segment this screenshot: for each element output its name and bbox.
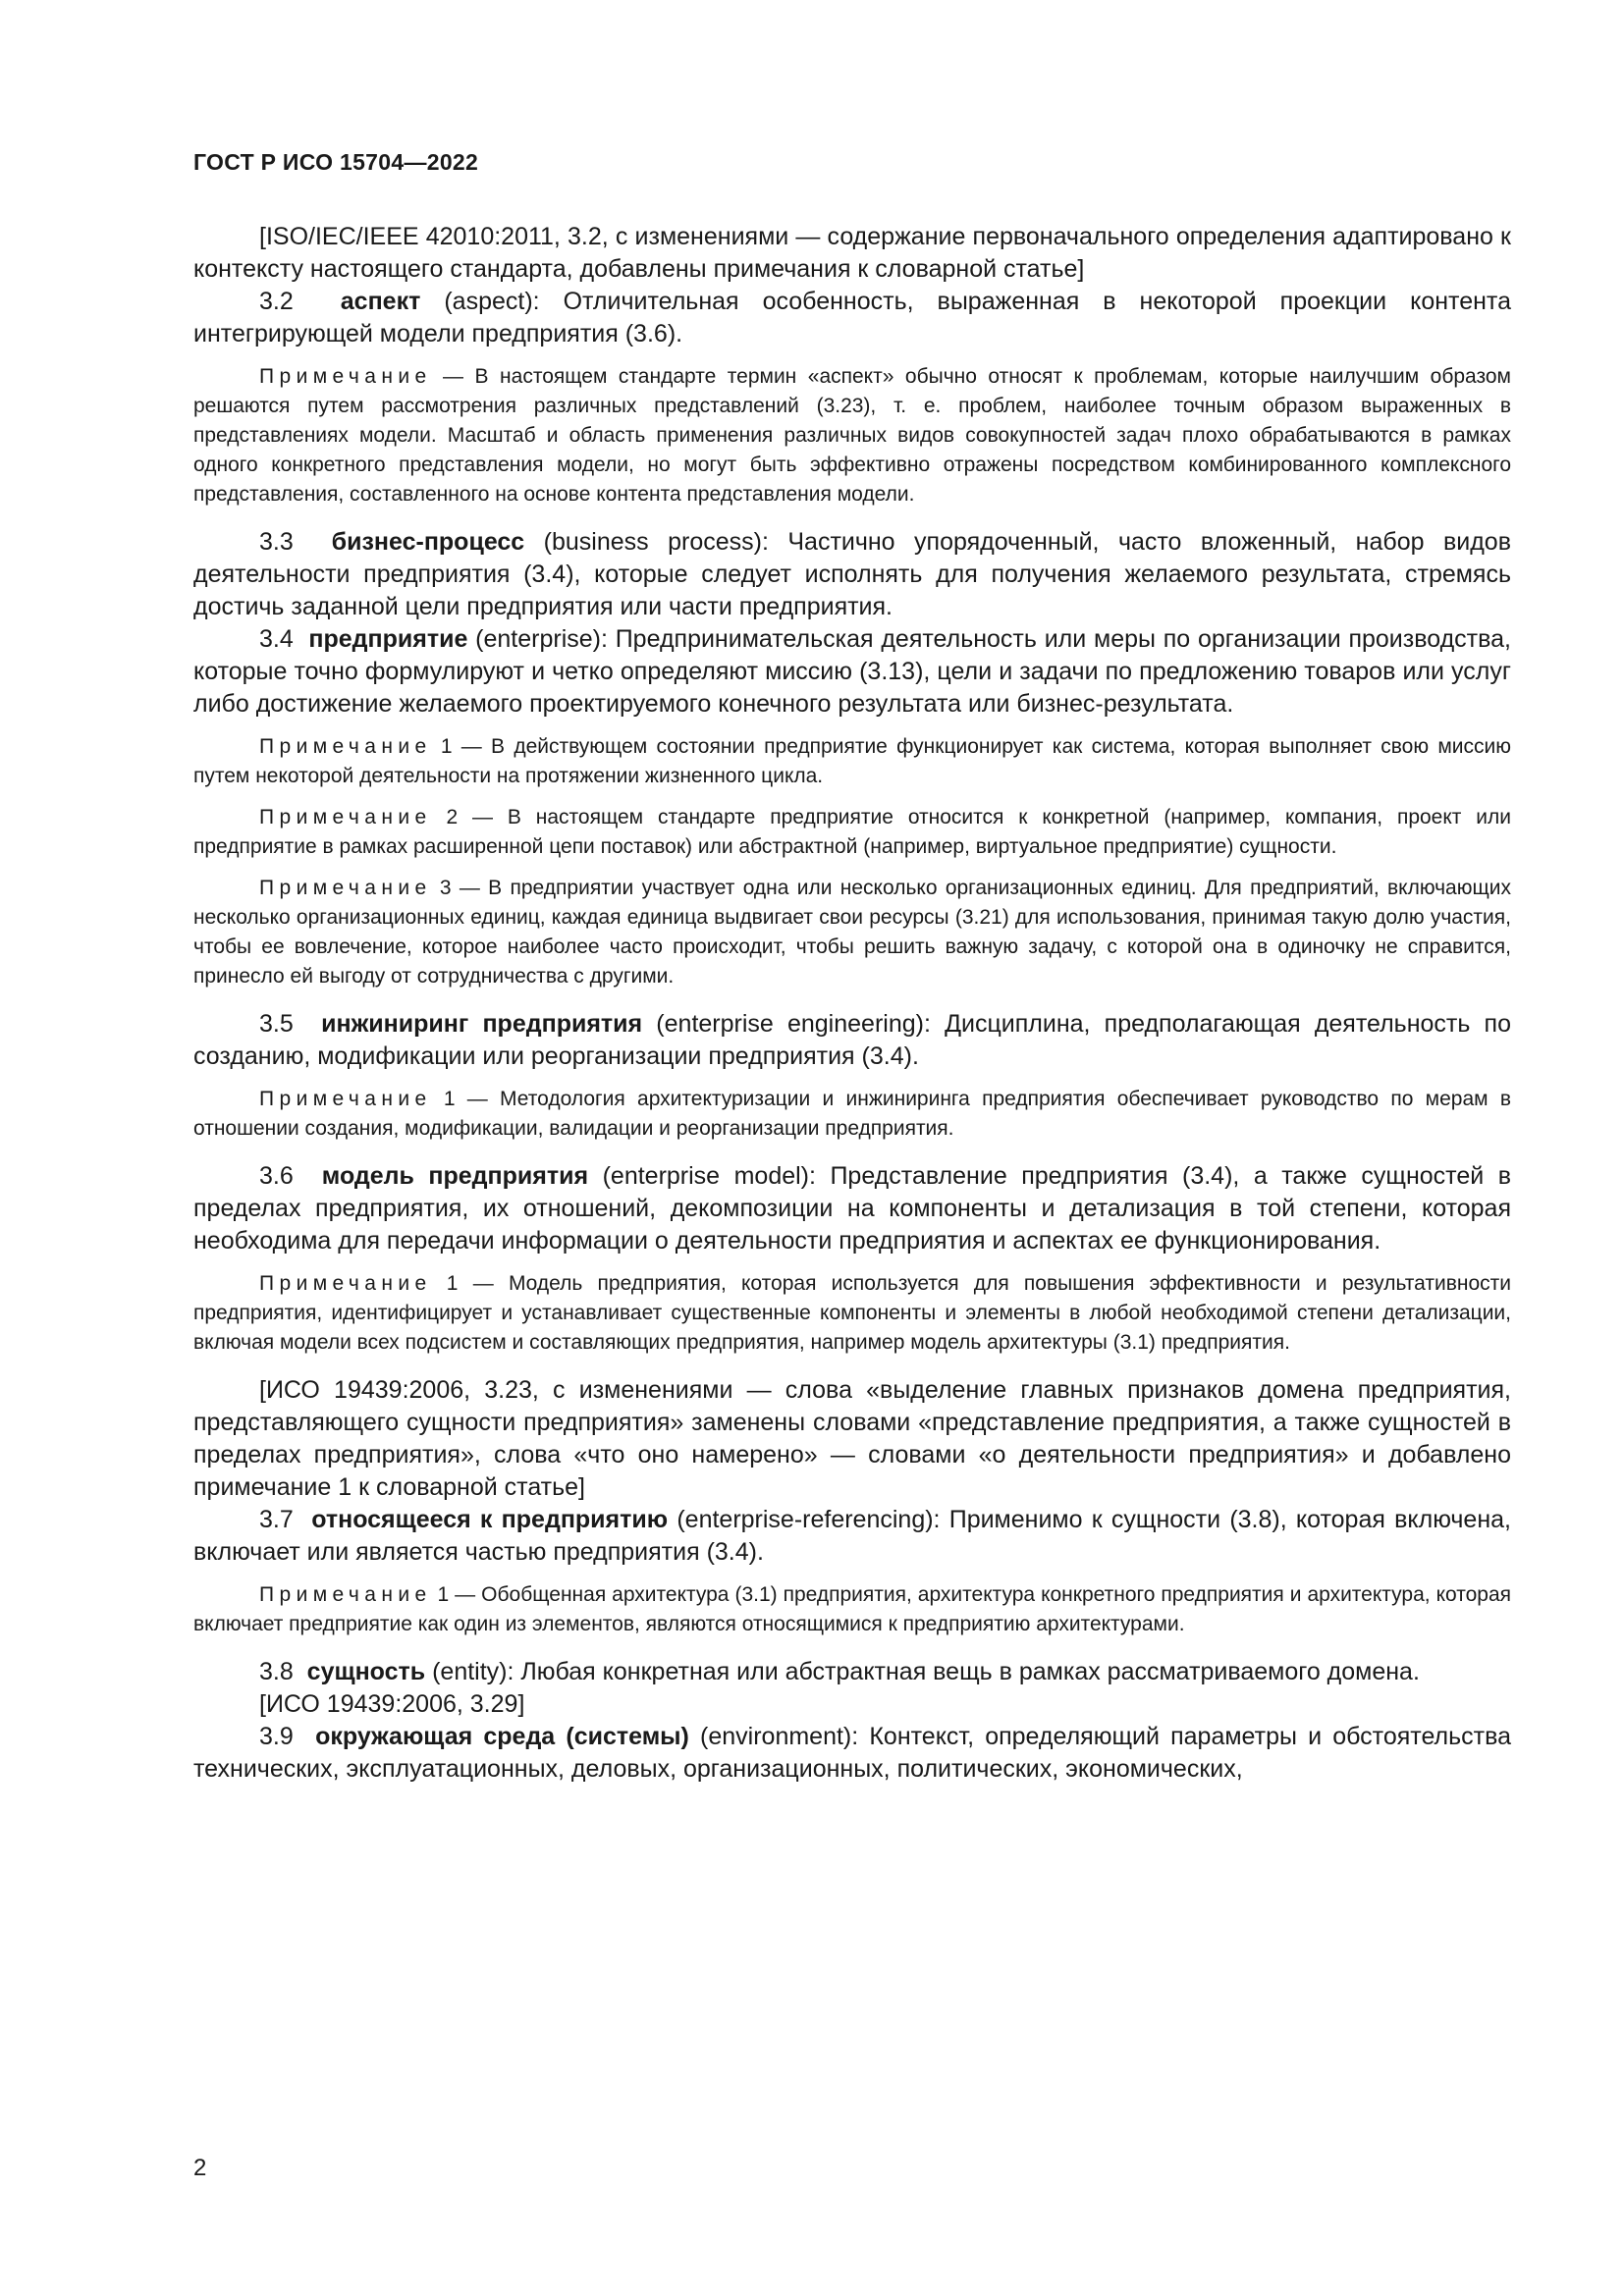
note-3-6-1 (193, 1269, 1511, 1358)
term-definition: (enterprise model): Представление предприятия (3.4), а также сущностей в пределах предприятия, их отношений, декомпозиции на компоненты и детализация в той степени, которая необходима для передачи информации о деятельности предприятия и аспектах ее функционирования. (193, 1162, 1511, 1255)
term-entry-3-7 (193, 1504, 1511, 1569)
reference-paragraph: [ИСО 19439:2006, 3.23, с изменениями — слова «выделение главных признаков домена предприятия, представляющего сущности предприятия» заменены словами «представление предприятия, а также сущностей в пределах предприятия», слова «что оно намерено» — словами «о деятельности предприятия» и добавлено примечание 1 к словарной статье] (193, 1376, 1511, 1501)
term-number: 3.2 (259, 288, 294, 315)
term-entry-3-5 (193, 1008, 1511, 1073)
reference-paragraph: [ISO/IEC/IEEE 42010:2011, 3.2, с изменениями — содержание первоначального определения адаптировано к контексту настоящего стандарта, добавлены примечания к словарной статье] (193, 223, 1511, 283)
term-entry-3-6 (193, 1160, 1511, 1257)
note-3-4-1 (193, 732, 1511, 791)
term-definition: (environment): Контекст, определяющий параметры и обстоятельства технических, эксплуатационных, деловых, организационных, политических, экономических, (193, 1723, 1511, 1783)
term-number: 3.7 (259, 1506, 294, 1533)
term-number: 3.3 (259, 528, 294, 556)
term-entry-3-9 (193, 1721, 1511, 1786)
standard-header: ГОСТ Р ИСО 15704—2022 (193, 149, 479, 175)
term-name: окружающая среда (системы) (315, 1723, 689, 1750)
term-definition: (aspect): Отличительная особенность, выраженная в некоторой проекции контента интегрирующей модели предприятия (3.6). (193, 288, 1511, 347)
term-entry-3-4 (193, 623, 1511, 721)
note-label: Примечание (259, 1088, 432, 1110)
term-name: аспект (340, 288, 421, 315)
term-definition: (business process): Частично упорядоченный, часто вложенный, набор видов деятельности предприятия (3.4), которые следует исполнять для получения желаемого результата, стремясь достичь заданной цели предприятия или части предприятия. (193, 528, 1511, 620)
document-body (193, 221, 1511, 1786)
note-label: Примечание (259, 735, 432, 758)
note-text: — В настоящем стандарте термин «аспект» обычно относят к проблемам, которые наилучшим образом решаются путем рассмотрения различных представлений (3.23), т. е. проблем, наиболее точным образом выраженных в представлениях модели. Масштаб и область применения различных видов совокупностей задач плохо обрабатываются в рамках одного конкретного представления модели, но могут быть эффективно отражены посредством комбинированного комплексного представления, составленного на основе контента представления модели. (193, 365, 1511, 506)
term-name: инжиниринг предприятия (321, 1010, 643, 1038)
term-number: 3.9 (259, 1723, 294, 1750)
term-name: модель предприятия (321, 1162, 589, 1190)
term-number: 3.6 (259, 1162, 294, 1190)
note-3-4-3 (193, 874, 1511, 991)
note-text: 1 — Модель предприятия, которая используется для повышения эффективности и результативности предприятия, идентифицирует и устанавливает существенные компоненты и элементы в любой необходимой степени детализации, включая модели всех подсистем и составляющих предприятия, например модель архитектуры (3.1) предприятия. (193, 1272, 1511, 1354)
note-label: Примечание (259, 806, 432, 828)
note-label: Примечание (259, 1583, 432, 1606)
term-entry-3-8 (193, 1656, 1511, 1688)
term-name: предприятие (308, 625, 468, 653)
note-label: Примечание (259, 365, 432, 388)
term-definition: (enterprise-referencing): Применимо к сущности (3.8), которая включена, включает или является частью предприятия (3.4). (193, 1506, 1511, 1566)
note-text: 1 — Методология архитектуризации и инжиниринга предприятия обеспечивает руководство по мерам в отношении создания, модификации, валидации и реорганизации предприятия. (193, 1088, 1511, 1140)
term-name: относящееся к предприятию (311, 1506, 669, 1533)
term-number: 3.5 (259, 1010, 294, 1038)
note-label: Примечание (259, 1272, 432, 1295)
note-3-5-1 (193, 1085, 1511, 1144)
note-text: 2 — В настоящем стандарте предприятие относится к конкретной (например, компания, проект или предприятие в рамках расширенной цепи поставок) или абстрактной (например, виртуальное предприятие) сущности. (193, 806, 1511, 858)
reference-paragraph: [ИСО 19439:2006, 3.29] (259, 1690, 525, 1718)
note-text: 1 — Обобщенная архитектура (3.1) предприятия, архитектура конкретного предприятия и архитектура, которая включает предприятие как один из элементов, являются относящимися к предприятию архитектурами. (193, 1583, 1511, 1635)
note-text: 3 — В предприятии участвует одна или несколько организационных единиц. Для предприятий, включающих несколько организационных единиц, каждая единица выдвигает свои ресурсы (3.21) для использования, принимая такую долю участия, чтобы ее вовлечение, которое наиболее часто происходит, чтобы решить важную задачу, с которой она в одиночку не справится, принесло ей выгоду от сотрудничества с другими. (193, 877, 1511, 988)
term-definition: (enterprise): Предпринимательская деятельность или меры по организации производства, которые точно формулируют и четко определяют миссию (3.13), цели и задачи по предложению товаров или услуг либо достижение желаемого проектируемого конечного результата или бизнес-результата. (193, 625, 1511, 718)
note-label: Примечание (259, 877, 432, 899)
note-3-4-2 (193, 803, 1511, 862)
page-number: 2 (193, 2155, 207, 2181)
term-entry-3-3 (193, 526, 1511, 623)
term-definition: (entity): Любая конкретная или абстрактная вещь в рамках рассматриваемого домена. (425, 1658, 1420, 1685)
note-3-7-1 (193, 1580, 1511, 1639)
term-number: 3.8 (259, 1658, 294, 1685)
term-number: 3.4 (259, 625, 294, 653)
term-definition: (enterprise engineering): Дисциплина, предполагающая деятельность по созданию, модификации или реорганизации предприятия (3.4). (193, 1010, 1511, 1070)
term-entry-3-2 (193, 286, 1511, 350)
term-name: бизнес-процесс (331, 528, 525, 556)
note-3-2 (193, 362, 1511, 509)
note-text: 1 — В действующем состоянии предприятие функционирует как система, которая выполняет свою миссию путем некоторой деятельности на протяжении жизненного цикла. (193, 735, 1511, 787)
term-name: сущность (306, 1658, 426, 1685)
